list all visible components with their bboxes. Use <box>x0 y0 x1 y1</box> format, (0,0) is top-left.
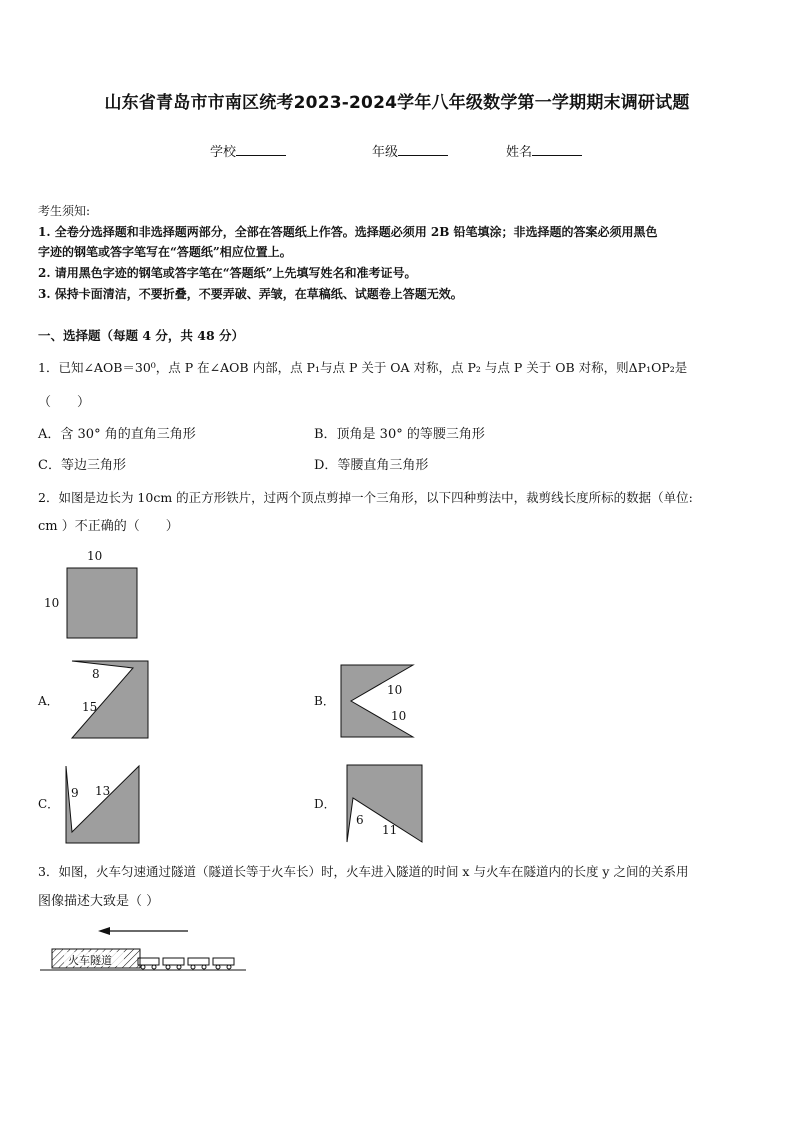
notice-heading: 考生须知: <box>38 204 91 218</box>
grade-label: 年级 <box>372 145 399 160</box>
notice-item-3: 3. 保持卡面清洁，不要折叠，不要弄破、弄皱，在草稿纸、试题卷上答题无效。 <box>38 287 463 301</box>
q2-option-b-n1: 10 <box>387 683 403 697</box>
name-field <box>506 141 582 160</box>
q2-square-left-label: 10 <box>44 596 60 610</box>
q1-paren: （ ） <box>38 395 91 410</box>
q2-square-top-label: 10 <box>87 549 103 563</box>
school-field <box>210 141 286 160</box>
name-label: 姓名 <box>506 145 533 160</box>
q2-option-b-label: B． <box>314 694 335 708</box>
q2-stem-line2: cm ）不正确的（ ） <box>38 519 179 534</box>
q1-option-d[interactable]: D．等腰直角三角形 <box>314 458 429 473</box>
q2-option-b-shape <box>341 665 413 737</box>
q2-option-d-n1: 6 <box>356 813 364 827</box>
direction-arrow <box>98 927 188 935</box>
q2-option-c-n1: 9 <box>71 786 79 800</box>
q1-option-a[interactable]: A．含 30° 角的直角三角形 <box>38 427 196 442</box>
tunnel-label: 火车隧道 <box>68 954 112 967</box>
q2-option-d-n2: 11 <box>382 823 398 837</box>
tunnel <box>52 949 140 968</box>
q1-option-c[interactable]: C．等边三角形 <box>38 458 126 473</box>
notice-item-1: 1. 全卷分选择题和非选择题两部分，全部在答题纸上作答。选择题必须用 2B 铅笔填涂；非选择题的答案必须用黑色 <box>38 225 658 239</box>
q2-figures <box>0 540 794 860</box>
q2-option-c[interactable] <box>38 766 139 843</box>
q2-option-a-n1: 8 <box>92 667 100 681</box>
q1-stem: 1．已知∠AOB＝30⁰，点 P 在∠AOB 内部，点 P₁与点 P 关于 OA 对称，点 P₂ 与点 P 关于 OB 对称，则ΔP₁OP₂是 <box>38 360 688 375</box>
q2-option-b-n2: 10 <box>391 709 407 723</box>
notice-item-1-cont: 字迹的钢笔或答字笔写在“答题纸”相应位置上。 <box>38 245 292 259</box>
q2-option-d-label: D． <box>314 797 336 811</box>
q2-square-figure <box>44 549 137 638</box>
q2-option-c-shape <box>66 766 139 843</box>
section-heading: 一、选择题（每题 4 分，共 48 分） <box>38 328 245 343</box>
q2-square <box>67 568 137 638</box>
q3-figure <box>0 920 794 980</box>
q3-stem-line1: 3．如图，火车匀速通过隧道（隧道长等于火车长）时，火车进入隧道的时间 x 与火车在隧道内的长度 y 之间的关系用 <box>38 864 689 879</box>
q2-option-d[interactable] <box>314 765 422 842</box>
grade-blank[interactable] <box>398 143 448 156</box>
q3-stem-line2: 图像描述大致是（ ） <box>38 894 160 909</box>
q2-option-a-n2: 15 <box>82 700 98 714</box>
q2-option-a-label: A． <box>38 694 59 708</box>
q2-option-c-n2: 13 <box>95 784 111 798</box>
name-blank[interactable] <box>532 143 582 156</box>
school-label: 学校 <box>210 145 237 160</box>
q2-option-c-label: C． <box>38 797 60 811</box>
train <box>138 958 234 969</box>
grade-field <box>372 141 448 160</box>
notice-item-2: 2. 请用黑色字迹的钢笔或答字笔在“答题纸”上先填写姓名和准考证号。 <box>38 266 417 280</box>
q2-option-b[interactable] <box>314 665 413 737</box>
page-title: 山东省青岛市市南区统考2023-2024学年八年级数学第一学期期末调研试题 <box>104 93 690 113</box>
q2-option-a[interactable] <box>37 661 148 738</box>
school-blank[interactable] <box>236 143 286 156</box>
q2-stem-line1: 2．如图是边长为 10cm 的正方形铁片，过两个顶点剪掉一个三角形，以下四种剪法中，裁剪线长度所标的数据（单位: <box>38 490 693 505</box>
q1-option-b[interactable]: B．顶角是 30° 的等腰三角形 <box>314 427 485 442</box>
